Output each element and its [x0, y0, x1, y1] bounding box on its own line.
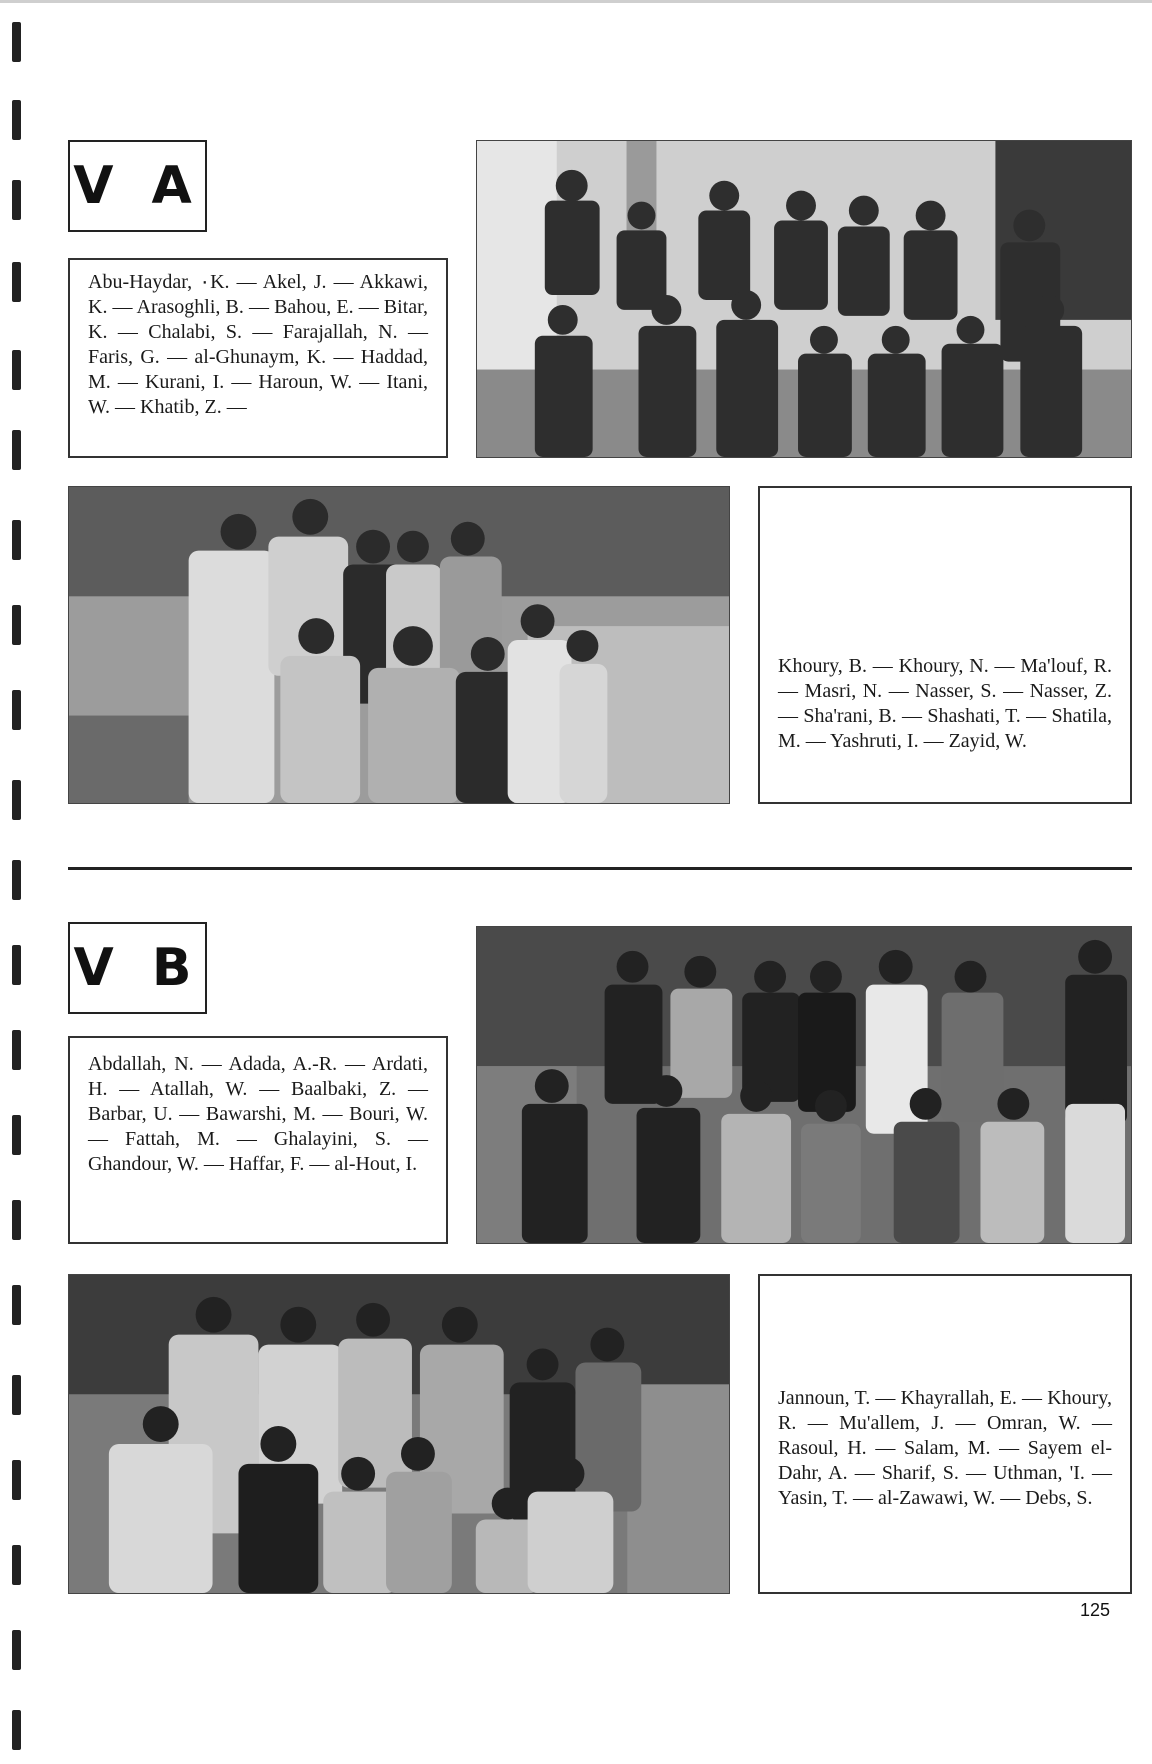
binding-mark	[12, 1710, 21, 1750]
binding-mark	[12, 520, 21, 560]
page-top-rule	[0, 0, 1152, 3]
class-va-names-primary: Abu-Haydar, ٠K. — Akel, J. — Akkawi, K. — Arasoghli, B. — Bahou, E. — Bitar, K. — Chalabi, S. — Farajallah, N. — Faris, G. — al-Ghunaym, K. — Haddad, M. — Kurani, I. — Haroun, W. — Itani, W. — Khatib, Z. —	[68, 258, 448, 458]
binding-mark	[12, 1630, 21, 1670]
class-va-names-secondary: Khoury, B. — Khoury, N. — Ma'louf, R. — Masri, N. — Nasser, S. — Nasser, Z. — Sha'rani, B. — Shashati, T. — Shatila, M. — Yashruti, I. — Zayid, W.	[758, 486, 1132, 804]
binding-mark	[12, 1375, 21, 1415]
binding-mark	[12, 780, 21, 820]
binding-mark	[12, 1115, 21, 1155]
class-vb-photo-bottom	[68, 1274, 730, 1594]
section-heading-vb: V B	[68, 922, 207, 1014]
binding-mark	[12, 350, 21, 390]
page-number: 125	[1080, 1600, 1111, 1620]
binding-mark	[12, 430, 21, 470]
binding-mark	[12, 605, 21, 645]
binding-mark	[12, 945, 21, 985]
class-va-photo-bottom	[68, 486, 730, 804]
binding-mark	[12, 1545, 21, 1585]
binding-mark	[12, 860, 21, 900]
section-divider	[68, 867, 1132, 870]
binding-mark	[12, 1030, 21, 1070]
binding-mark	[12, 1285, 21, 1325]
binding-mark	[12, 100, 21, 140]
class-vb-photo-top	[476, 926, 1132, 1244]
binding-mark	[12, 1200, 21, 1240]
section-heading-va: V A	[68, 140, 207, 232]
class-vb-names-secondary: Jannoun, T. — Khayrallah, E. — Khoury, R. — Mu'allem, J. — Omran, W. — Rasoul, H. — Salam, M. — Sayem el-Dahr, A. — Sharif, S. — Uthman, 'I. — Yasin, T. — al-Zawawi, W. — Debs, S.	[758, 1274, 1132, 1594]
binding-mark	[12, 1460, 21, 1500]
binding-mark	[12, 690, 21, 730]
class-vb-names-primary: Abdallah, N. — Adada, A.-R. — Ardati, H. — Atallah, W. — Baalbaki, Z. — Barbar, U. — Bawarshi, M. — Bouri, W. — Fattah, M. — Ghalayini, S. — Ghandour, W. — Haffar, F. — al-Hout, I.	[68, 1036, 448, 1244]
binding-mark	[12, 22, 21, 62]
binding-mark	[12, 262, 21, 302]
class-va-photo-top	[476, 140, 1132, 458]
binding-mark	[12, 180, 21, 220]
